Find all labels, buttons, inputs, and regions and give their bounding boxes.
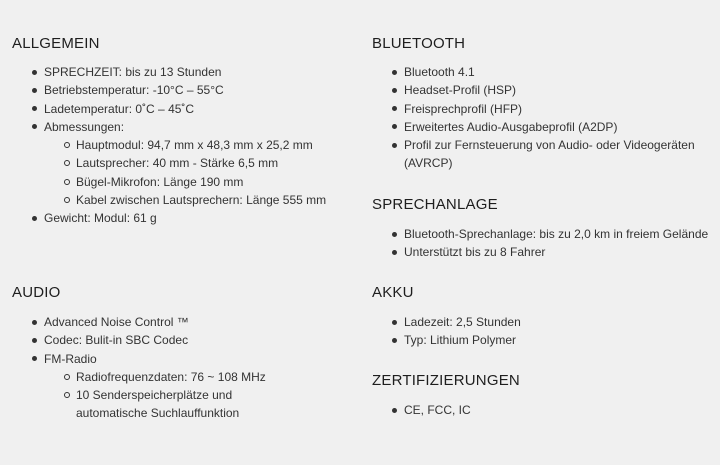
sublist-item: Hauptmodul: 94,7 mm x 48,3 mm x 25,2 mm	[76, 136, 326, 154]
sublist-item: 10 Senderspeicherplätze und automatische Suchlauffunktion	[76, 386, 306, 423]
list-item: Bluetooth-Sprechanlage: bis zu 2,0 km in freiem Gelände	[404, 225, 708, 243]
sprechanlage-list	[372, 225, 708, 262]
sublist-item: Radiofrequenzdaten: 76 ~ 108 MHz	[76, 368, 306, 386]
list-item: SPRECHZEIT: bis zu 13 Stunden	[44, 63, 326, 81]
section-title-akku: AKKU	[372, 284, 414, 301]
list-item: Codec: Bulit-in SBC Codec	[44, 331, 306, 349]
list-item: Headset-Profil (HSP)	[404, 81, 704, 99]
list-item: Profil zur Fernsteuerung von Audio- oder Videogeräten (AVRCP)	[404, 136, 704, 173]
abmessungen-sublist	[44, 136, 326, 209]
list-item: Typ: Lithium Polymer	[404, 331, 521, 349]
list-item: Unterstützt bis zu 8 Fahrer	[404, 243, 708, 261]
fm-radio-sublist	[44, 368, 306, 423]
akku-list	[372, 313, 521, 350]
list-item: Betriebstemperatur: -10°C – 55°C	[44, 81, 326, 99]
list-item: Bluetooth 4.1	[404, 63, 704, 81]
section-title-audio: AUDIO	[12, 284, 61, 301]
audio-list	[12, 313, 306, 423]
allgemein-list	[12, 63, 326, 228]
bluetooth-list	[372, 63, 704, 173]
section-title-zertifizierungen: ZERTIFIZIERUNGEN	[372, 372, 520, 389]
list-item-abmessungen	[44, 118, 326, 209]
list-item: CE, FCC, IC	[404, 401, 471, 419]
section-title-allgemein: ALLGEMEIN	[12, 35, 100, 52]
sublist-item: Kabel zwischen Lautsprechern: Länge 555 mm	[76, 191, 326, 209]
list-item: Gewicht: Modul: 61 g	[44, 209, 326, 227]
list-item: Advanced Noise Control ™	[44, 313, 306, 331]
list-item: Ladezeit: 2,5 Stunden	[404, 313, 521, 331]
list-item-fm-radio	[44, 350, 306, 423]
zertifizierungen-list	[372, 401, 471, 419]
list-item: Ladetemperatur: 0˚C – 45˚C	[44, 100, 326, 118]
list-item: Freisprechprofil (HFP)	[404, 100, 704, 118]
section-title-sprechanlage: SPRECHANLAGE	[372, 196, 498, 213]
list-item: Erweitertes Audio-Ausgabeprofil (A2DP)	[404, 118, 704, 136]
list-item-label: FM-Radio	[44, 351, 97, 366]
section-title-bluetooth: BLUETOOTH	[372, 35, 466, 52]
sublist-item: Bügel-Mikrofon: Länge 190 mm	[76, 173, 326, 191]
sublist-item: Lautsprecher: 40 mm - Stärke 6,5 mm	[76, 154, 326, 172]
list-item-label: Abmessungen:	[44, 119, 125, 134]
